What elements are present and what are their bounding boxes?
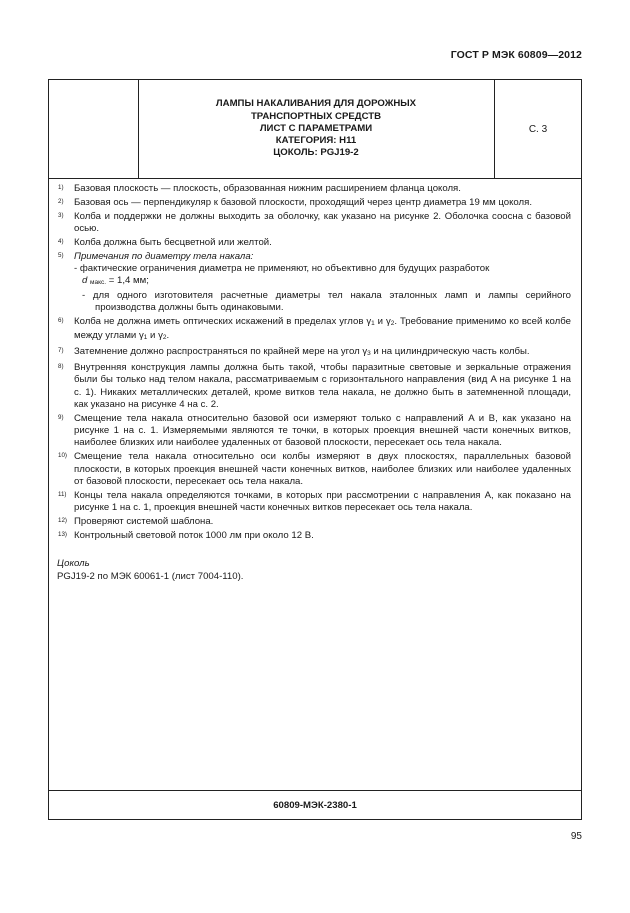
note-text: Концы тела накала определяются точками, в которых при рассмотрении с направления A, как показано на рисунке 1 на с. 1, проекция внешней части конечных витков пересекает ось тела накала. — [74, 489, 571, 514]
page-number: 95 — [570, 831, 582, 842]
socket-label: Цоколь — [57, 558, 90, 570]
note-number: 9) — [58, 413, 64, 421]
note-text: . Требование применимо ко всей колбе между углами γ — [74, 315, 571, 342]
note-text: Затемнение должно распространяться по крайней мере на угол γ — [74, 346, 368, 358]
note-item — [57, 530, 571, 542]
note-number: 11) — [58, 490, 67, 498]
title-line: ЛИСТ С ПАРАМЕТРАМИ — [259, 122, 373, 134]
note-heading-text: Примечания по диаметру тела накала — [74, 250, 251, 262]
sheet-code: 60809-МЭК-2380-1 — [49, 790, 581, 819]
note-number: 2) — [58, 197, 64, 205]
note-text: Внутренняя конструкция лампы должна быть такой, чтобы паразитные световые и зеркальные отражения были бы только над телом накала, рассматриваемым с горизонтального направления (вид A на рисунке 1 на с. 1). Никаких металлических деталей, кроме витков тела накала, не должно быть в затемненной площади, как указано на рисунке 4 на с. 2. — [74, 362, 571, 410]
note-text: Проверяют системой шаблона. — [74, 515, 214, 527]
note-item — [57, 490, 571, 515]
note-item — [57, 362, 571, 411]
note-text: Смещение тела накала относительно базовой оси измеряют только с направлений A и B, как указано на рисунке 1 на с. 1. Измеряемыми являются те точки, в которых проекция внешней части конечных витков, наиболее близких или наиболее удаленных от базовой плоскости, пересекает ось тела накала. — [74, 412, 571, 449]
subscript: 2 — [390, 319, 395, 327]
note-item — [57, 251, 571, 314]
note-item — [57, 413, 571, 450]
title-line: КАТЕГОРИЯ: H11 — [275, 135, 357, 147]
note-subitem — [74, 263, 571, 290]
note-number: 6) — [58, 316, 64, 324]
sheet-frame — [48, 79, 582, 820]
subscript: 2 — [162, 334, 167, 342]
standard-code: ГОСТ Р МЭК 60809—2012 — [450, 49, 582, 61]
note-subitem-text: - фактические ограничения диаметра не применяют, но объективно для будущих разработок — [74, 263, 490, 275]
note-item — [57, 451, 571, 488]
note-item — [57, 197, 571, 209]
note-number: 3) — [58, 211, 64, 219]
note-number: 8) — [58, 363, 64, 371]
note-number: 13) — [58, 530, 67, 538]
note-text: Смещение тела накала относительно оси колбы измеряют в двух плоскостях, параллельных базовой плоскости, в которых проекция внешней части конечных витков, наиболее близких или наиболее удаленных от базовой плоскости, пересекает ось тела накала. — [74, 451, 571, 487]
note-text: Базовая ось — перпендикуляр к базовой плоскости, проходящий через центр диаметра 19 мм цоколя. — [74, 196, 532, 208]
socket-value: PGJ19-2 по МЭК 60061-1 (лист 7004-110). — [57, 571, 244, 583]
diameter-symbol: d — [82, 275, 88, 287]
note-text: . — [166, 330, 170, 342]
note-item — [57, 516, 571, 528]
notes-section — [57, 183, 571, 584]
note-text: Колба не должна иметь оптических искажений в пределах углов γ — [74, 315, 372, 327]
note-text: и на цилиндрическую часть колбы. — [370, 346, 530, 358]
subscript: макс. — [90, 279, 107, 287]
subscript: 1 — [143, 334, 148, 342]
note-text: Колба должна быть бесцветной или желтой. — [74, 236, 272, 248]
title-line: ЛАМПЫ НАКАЛИВАНИЯ ДЛЯ ДОРОЖНЫХ — [215, 98, 417, 110]
note-number: 4) — [58, 237, 64, 245]
subscript: 3 — [367, 350, 371, 358]
note-item — [57, 316, 571, 345]
note-item — [57, 211, 571, 236]
note-item — [57, 346, 571, 360]
note-text: и γ — [147, 330, 163, 342]
title-block-title — [138, 80, 495, 178]
title-line: ТРАНСПОРТНЫХ СРЕДСТВ — [250, 110, 382, 122]
socket-section — [57, 558, 571, 584]
note-text: и γ — [374, 315, 391, 327]
note-text: Базовая плоскость — плоскость, образованная нижним расширением фланца цоколя. — [74, 183, 461, 194]
note-subitem: - для одного изготовителя расчетные диаметры тел накала эталонных ламп и лампы серийного производства должны быть одинаковыми. — [82, 289, 571, 314]
note-number: 1) — [58, 184, 64, 191]
title-block — [49, 80, 581, 179]
note-item — [57, 237, 571, 249]
note-number: 10) — [58, 452, 67, 460]
note-item — [57, 183, 571, 195]
note-number: 5) — [58, 251, 64, 259]
title-line: ЦОКОЛЬ: PGJ19-2 — [273, 147, 359, 159]
title-block-empty-cell — [49, 80, 139, 178]
subscript: 1 — [371, 319, 375, 327]
note-subitem-text: = 1,4 мм; — [108, 275, 149, 287]
note-heading: Примечания по диаметру тела накала: — [74, 250, 254, 262]
note-number: 12) — [58, 516, 67, 524]
page-reference: С. 3 — [528, 123, 548, 135]
note-number: 7) — [58, 347, 64, 355]
note-text: Колба и поддержки не должны выходить за оболочку, как указано на рисунке 2. Оболочка соосна с базовой осью. — [74, 210, 571, 235]
note-text: Контрольный световой поток 1000 лм при около 12 В. — [74, 529, 314, 541]
